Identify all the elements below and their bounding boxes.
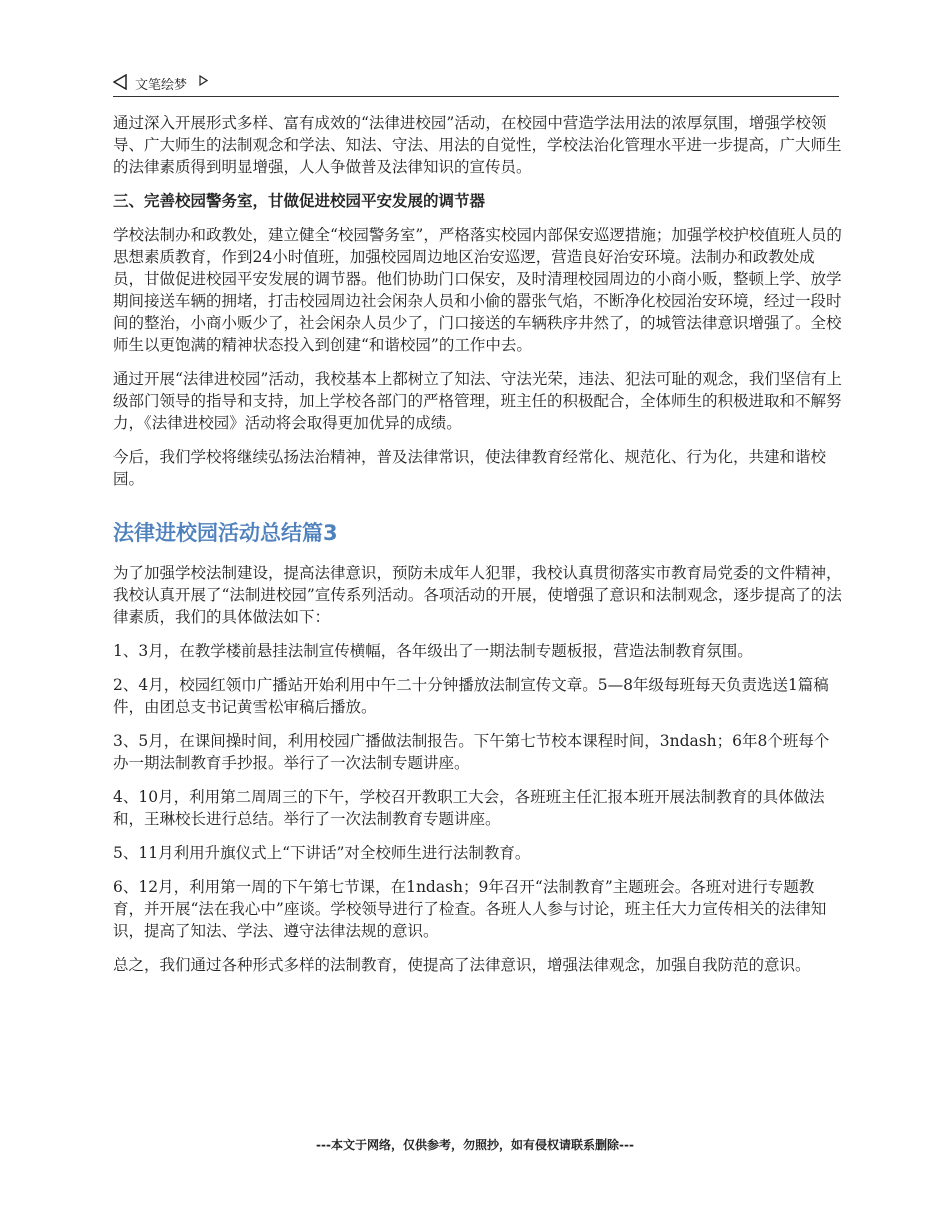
page-footer: ---本文于网络，仅供参考，勿照抄，如有侵权请联系删除--- [316, 1138, 634, 1152]
list-item: 6、12月，利用第一周的下午第七节课，在1ndash；9年召开“法制教育”主题班会。各班对进行专题教育，并开展“法在我心中”座谈。学校领导进行了检查。各班人人参与讨论，班主任大力宣传相关的法律知识，提高了知法、学法、遵守法律法规的意识。 [113, 878, 827, 940]
section-heading: 三、完善校园警务室，甘做促进校园平安发展的调节器 [113, 192, 486, 210]
right-triangle-icon [199, 75, 208, 86]
paragraph: 总之，我们通过各种形式多样的法制教育，使提高了法律意识，增强法律观念，加强自我防范的意识。 [113, 956, 811, 974]
header-title: 文笔绘梦 [135, 78, 188, 93]
list-item: 3、5月，在课间操时间，利用校园广播做法制报告。下午第七节校本课程时间，3ndash；6年8个班每个办一期法制教育手抄报。举行了一次法制专题讲座。 [113, 732, 830, 772]
list-item: 5、11月利用升旗仪式上“下讲话”对全校师生进行法制教育。 [113, 844, 531, 862]
left-triangle-icon [113, 74, 127, 90]
paragraph: 通过深入开展形式多样、富有成效的“法律进校园”活动，在校园中营造学法用法的浓厚氛围，增强学校领导、广大师生的法制观念和学法、知法、守法、用法的自觉性，学校法治化管理水平进一步提高，广大师生的法律素质得到明显增强，人人争做普及法律知识的宣传员。 [113, 114, 842, 176]
paragraph: 通过开展“法律进校园”活动，我校基本上都树立了知法、守法光荣，违法、犯法可耻的观念，我们坚信有上级部门领导的指导和支持，加上学校各部门的严格管理，班主任的积极配合，全体师生的积极进取和不解努力，《法律进校园》活动将会取得更加优异的成绩。 [113, 370, 842, 432]
list-item: 2、4月，校园红领巾广播站开始利用中午二十分钟播放法制宣传文章。5—8年级每班每天负责选送1篇稿件，由团总支书记黄雪松审稿后播放。 [113, 676, 829, 716]
paragraph: 今后，我们学校将继续弘扬法治精神，普及法律常识，使法律教育经常化、规范化、行为化，共建和谐校园。 [113, 448, 827, 488]
document-body [113, 112, 843, 988]
list-item: 4、10月，利用第二周周三的下午，学校召开教职工大会，各班班主任汇报本班开展法制教育的具体做法和，王琳校长进行总结。举行了一次法制教育专题讲座。 [113, 788, 825, 828]
article-title: 法律进校园活动总结篇3 [113, 521, 338, 545]
page-header [113, 72, 839, 97]
list-item: 1、3月，在教学楼前悬挂法制宣传横幅，各年级出了一期法制专题板报，营造法制教育氛围。 [113, 642, 753, 660]
paragraph: 学校法制办和政教处，建立健全“校园警务室”，严格落实校园内部保安巡逻措施；加强学校护校值班人员的思想素质教育，作到24小时值班，加强校园周边地区治安巡逻，营造良好治安环境。法制办和政教处成员，甘做促进校园平安发展的调节器。他们协助门口保安，及时清理校园周边的小商小贩，整顿上学、放学期间接送车辆的拥堵，打击校园周边社会闲杂人员和小偷的嚣张气焰，不断净化校园治安环境，经过一段时间的整治，小商小贩少了，社会闲杂人员少了，门口接送的车辆秩序井然了，的城管法律意识增强了。全校师生以更饱满的精神状态投入到创建“和谐校园”的工作中去。 [113, 226, 842, 354]
paragraph: 为了加强学校法制建设，提高法律意识，预防未成年人犯罪，我校认真贯彻落实市教育局党委的文件精神，我校认真开展了“法制进校园”宣传系列活动。各项活动的开展，使增强了意识和法制观念，逐步提高了的法律素质，我们的具体做法如下： [113, 564, 842, 626]
